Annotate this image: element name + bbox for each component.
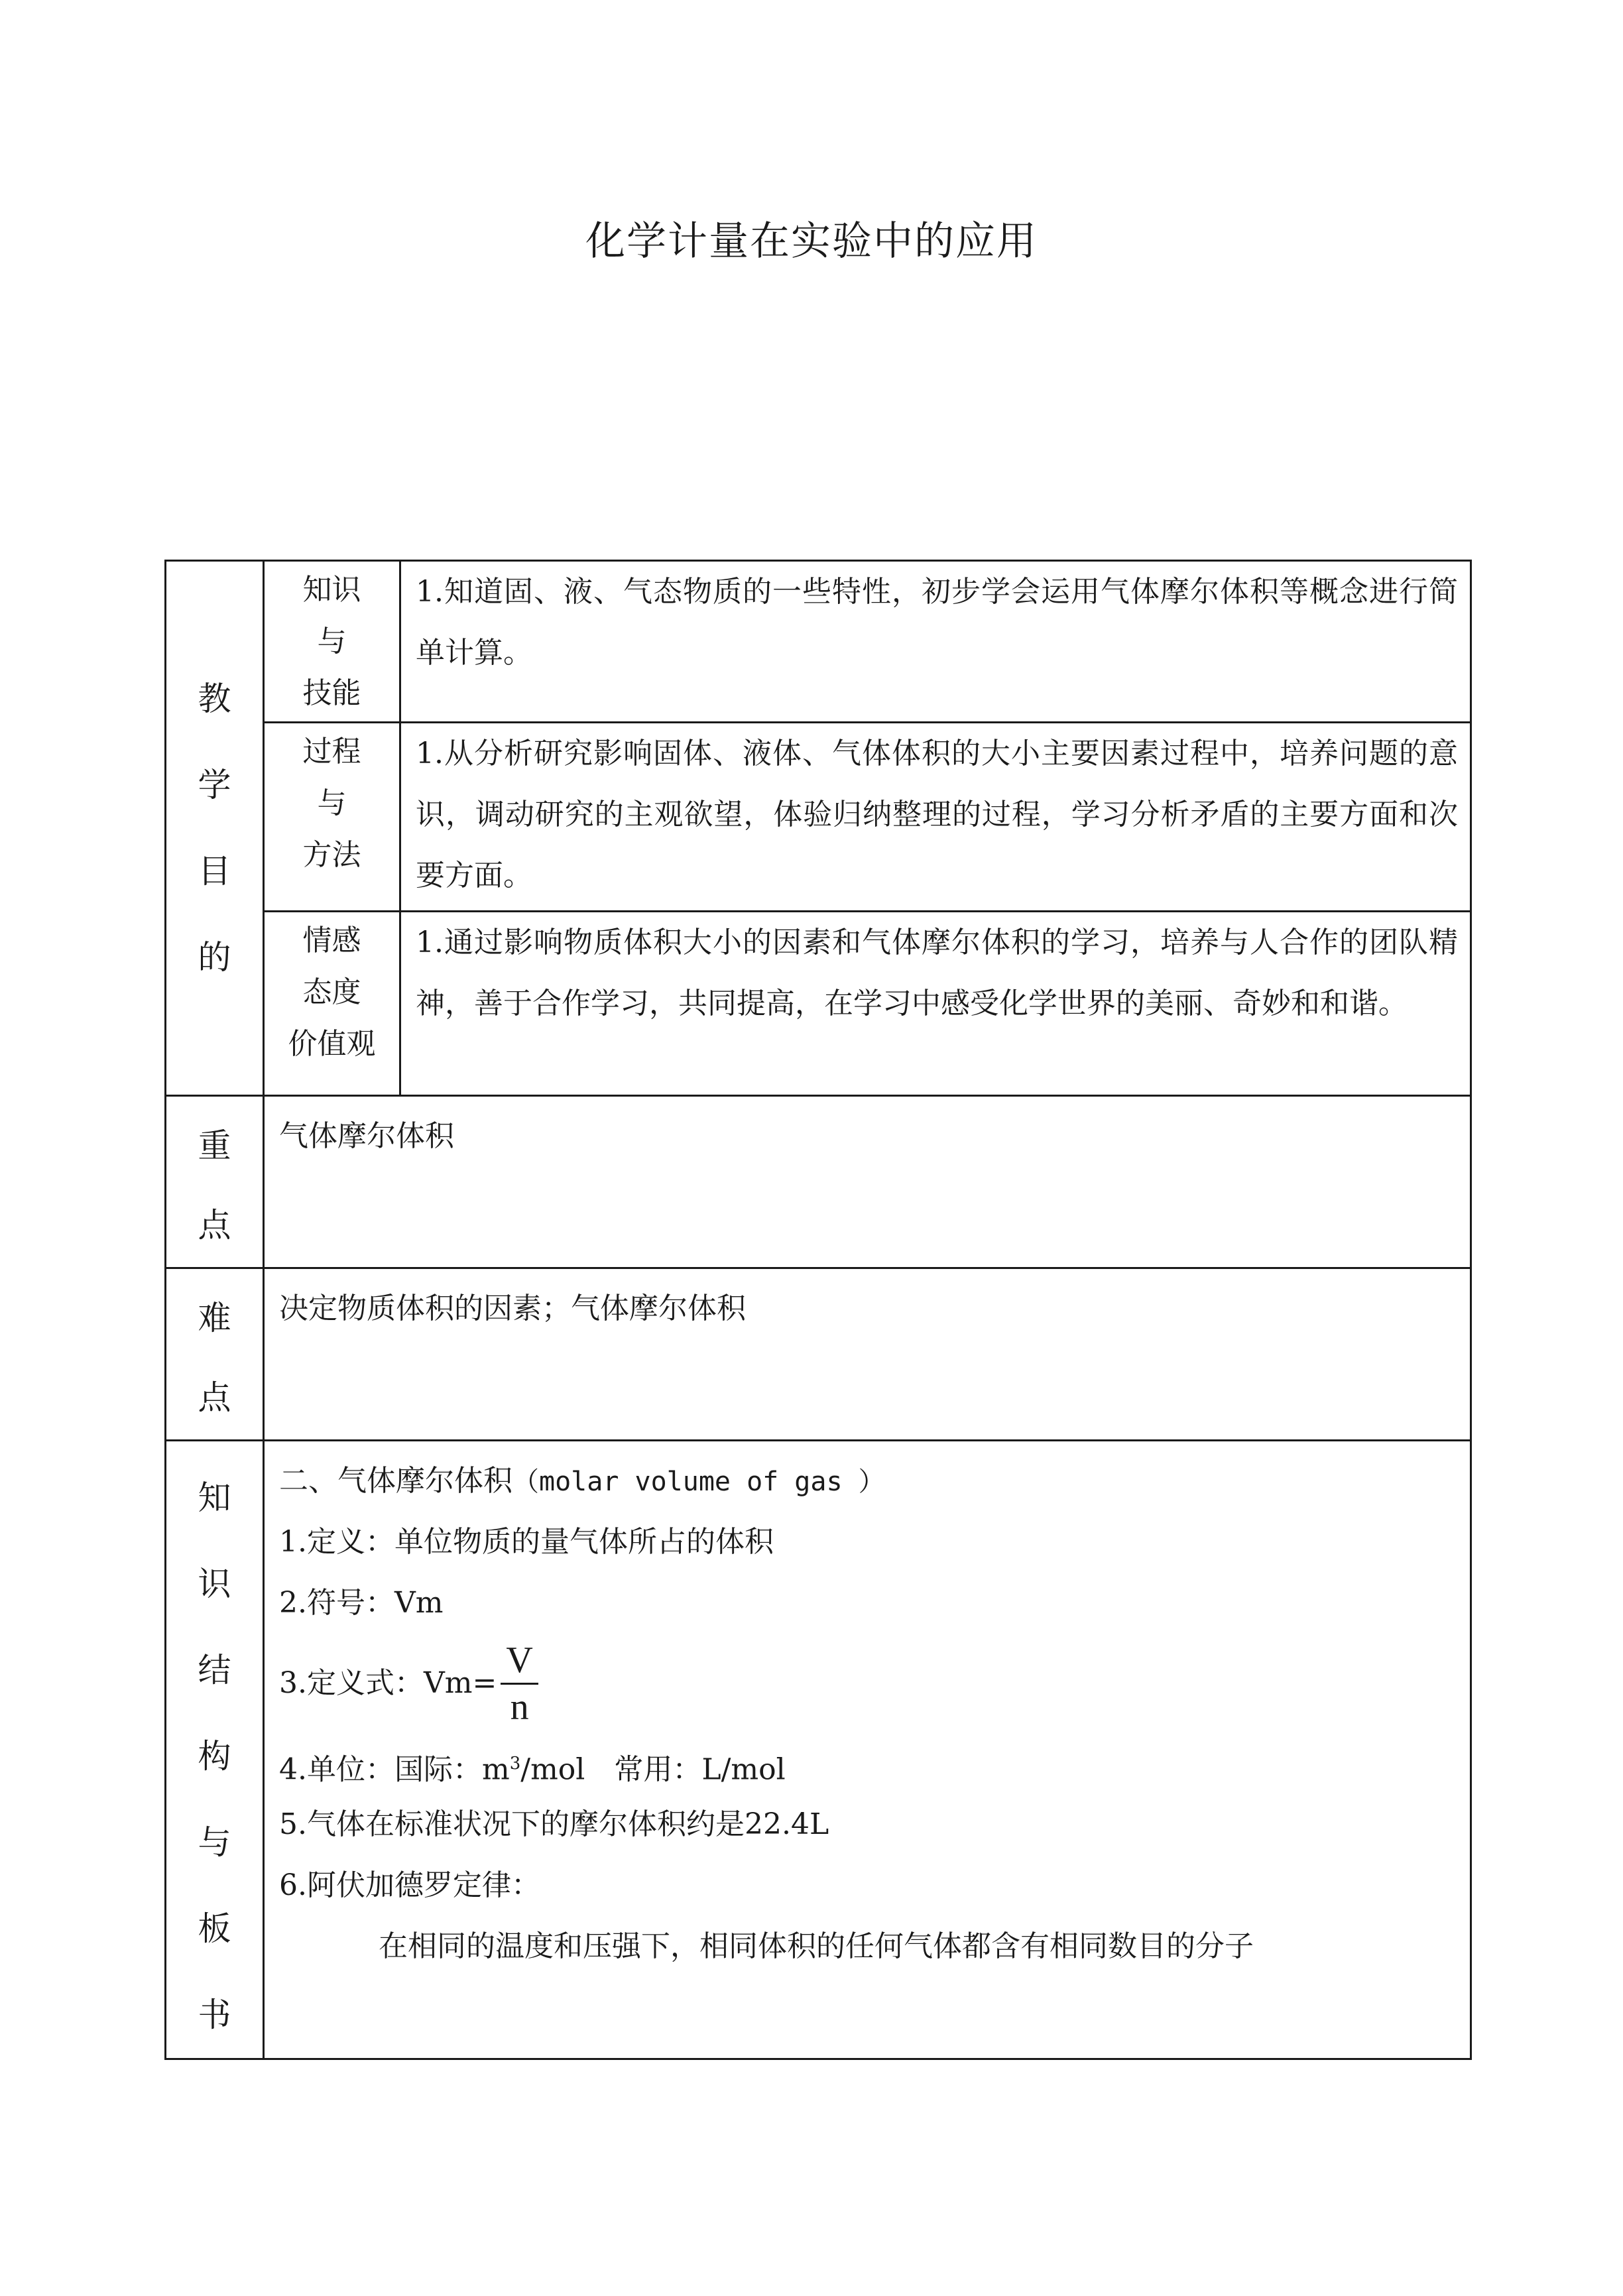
knowledge-heading: 二、气体摩尔体积（molar volume of gas ） bbox=[279, 1464, 885, 1498]
objective-row-process bbox=[166, 723, 1471, 912]
objective-row-knowledge bbox=[166, 561, 1471, 723]
key-point-text: 气体摩尔体积 bbox=[264, 1096, 1471, 1268]
difficulty-text: 决定物质体积的因素；气体摩尔体积 bbox=[264, 1268, 1471, 1441]
knowledge-formula: 3.定义式：Vm= $\frac{V}{n}$ bbox=[279, 1634, 1455, 1733]
category-char: 学 bbox=[198, 766, 231, 804]
fraction-denominator: n bbox=[510, 1686, 529, 1728]
knowledge-unit: 4.单位：国际：$m^3$/mol 常用：L/mol bbox=[279, 1752, 786, 1787]
objective-row-emotion bbox=[166, 912, 1471, 1096]
key-point-row bbox=[166, 1096, 1471, 1268]
objective-process-text: 1.从分析研究影响固体、液体、气体体积的大小主要因素过程中，培养问题的意识，调动研究的主观欲望，体验归纳整理的过程，学习分析矛盾的主要方面和次要方面。 bbox=[400, 723, 1471, 912]
fraction-numerator: V bbox=[501, 1639, 538, 1685]
category-char: 目 bbox=[198, 852, 231, 890]
knowledge-row bbox=[166, 1441, 1471, 2059]
knowledge-content bbox=[264, 1441, 1471, 2059]
lesson-plan-table bbox=[164, 560, 1472, 2060]
sub-label-process: 过程 与 方法 bbox=[264, 723, 400, 912]
formula-fraction bbox=[501, 1639, 538, 1728]
knowledge-category: 知 识 结 构 与 板 书 bbox=[166, 1441, 264, 2059]
sub-label-emotion: 情感 态度 价值观 bbox=[264, 912, 400, 1096]
page-title: 化学计量在实验中的应用 bbox=[585, 218, 1038, 265]
knowledge-avogadro-title: 6.阿伏加德罗定律： bbox=[279, 1868, 540, 1902]
key-point-category: 重 点 bbox=[166, 1096, 264, 1268]
objective-knowledge-text: 1.知道固、液、气态物质的一些特性，初步学会运用气体摩尔体积等概念进行简单计算。 bbox=[400, 561, 1471, 723]
difficulty-row bbox=[166, 1268, 1471, 1441]
knowledge-definition: 1.定义：单位物质的量气体所占的体积 bbox=[279, 1525, 774, 1559]
knowledge-avogadro-law: 在相同的温度和压强下，相同体积的任何气体都含有相同数目的分子 bbox=[379, 1929, 1254, 1963]
knowledge-standard-volume: 5.气体在标准状况下的摩尔体积约是22.4L bbox=[279, 1807, 829, 1841]
knowledge-symbol: 2.符号：Vm bbox=[279, 1586, 444, 1620]
category-char: 的 bbox=[198, 938, 231, 977]
category-char: 教 bbox=[198, 680, 231, 718]
difficulty-category: 难 点 bbox=[166, 1268, 264, 1441]
objectives-category bbox=[166, 561, 264, 1096]
objective-emotion-text: 1.通过影响物质体积大小的因素和气体摩尔体积的学习，培养与人合作的团队精神，善于合作学习，共同提高，在学习中感受化学世界的美丽、奇妙和和谐。 bbox=[400, 912, 1471, 1096]
sub-label-knowledge: 知识 与 技能 bbox=[264, 561, 400, 723]
